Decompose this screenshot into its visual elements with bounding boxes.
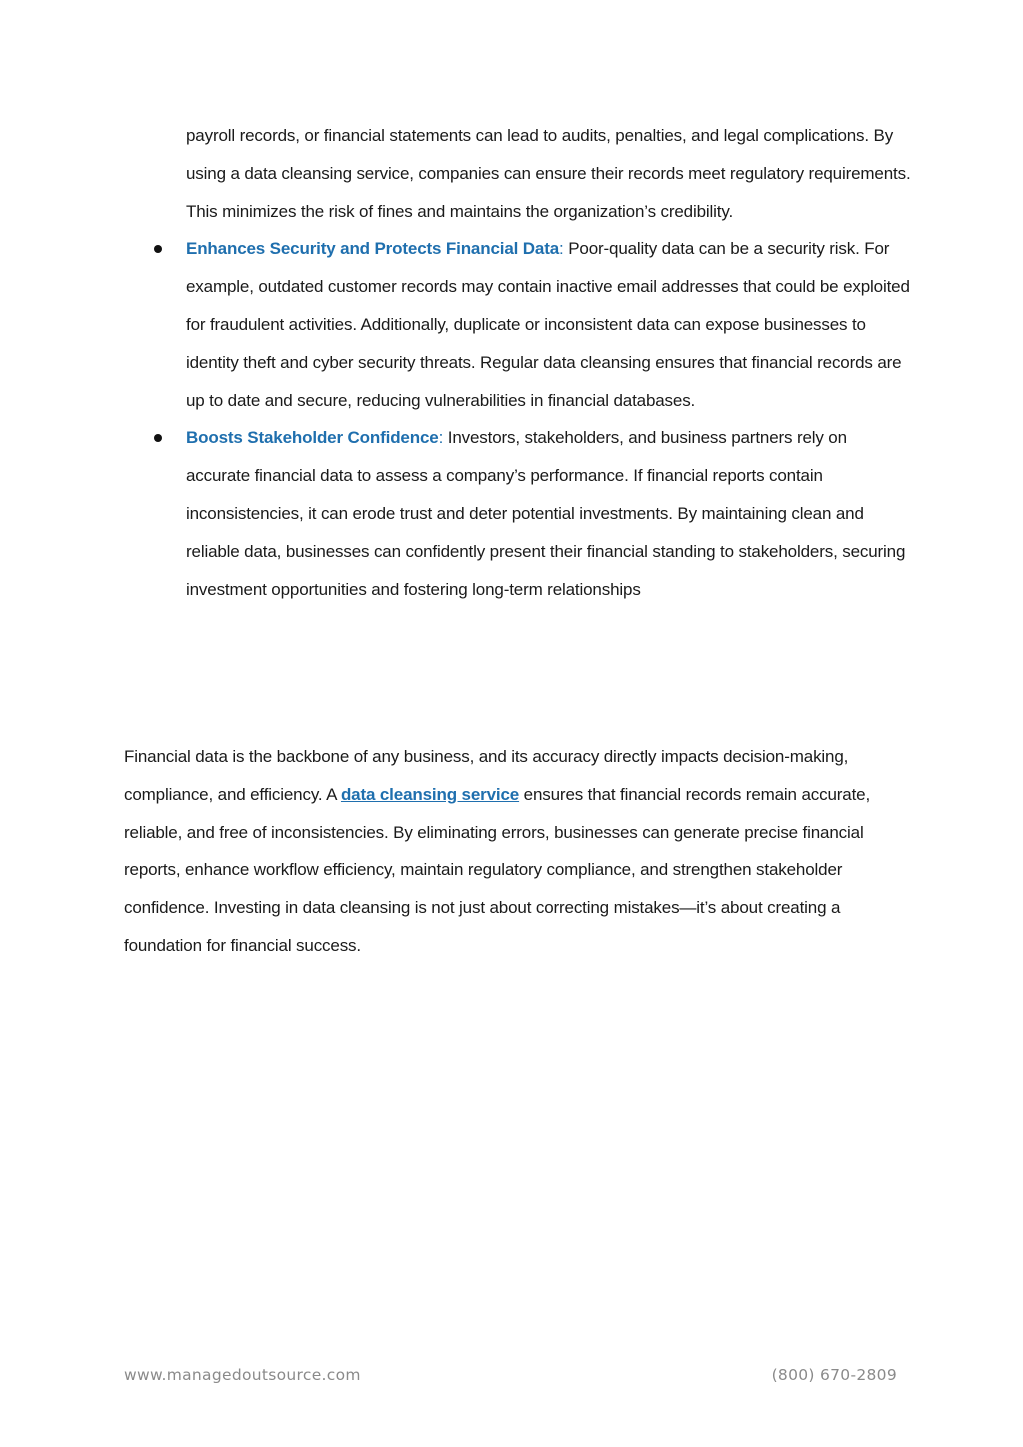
closing-paragraph: [124, 738, 914, 965]
closing-text-before-link: Financial data is the backbone of any business, and its accuracy directly impacts decision-making, compliance, and efficiency. A: [124, 747, 849, 804]
benefits-list: [0, 117, 1023, 608]
list-item-title: Boosts Stakeholder Confidence: [186, 428, 439, 448]
list-item: [0, 230, 1023, 419]
footer-website: www.managedoutsource.com: [124, 1366, 361, 1384]
list-item: [0, 117, 1023, 230]
data-cleansing-service-link[interactable]: data cleansing service: [340, 784, 520, 804]
bullet-icon: [154, 245, 162, 253]
closing-text-after-link: ensures that financial records remain accurate, reliable, and free of inconsistencies. By eliminating errors, businesses can generate precise financial reports, enhance workflow efficiency, maintain regulatory compliance, and strengthen stakeholder confidence. Investing in data cleansing is not just about correcting mistakes—it’s about creating a foundation for financial success.: [124, 784, 871, 955]
list-item-text: payroll records, or financial statements can lead to audits, penalties, and legal complications. By using a data cleansing service, companies can ensure their records meet regulatory requirements. This minimizes the risk of fines and maintains the organization’s credibility.: [186, 126, 911, 221]
list-item-colon: :: [559, 239, 564, 259]
bullet-icon: [154, 434, 162, 442]
list-item: [0, 419, 1023, 608]
list-item-colon: :: [438, 428, 444, 448]
footer-phone: (800) 670-2809: [771, 1366, 897, 1384]
list-item-text: Investors, stakeholders, and business partners rely on accurate financial data to assess a company’s performance. If financial reports contain inconsistencies, it can erode trust and deter potential investments. By maintaining clean and reliable data, businesses can confidently present their financial standing to stakeholders, securing investment opportunities and fostering long-term relationships: [186, 428, 906, 599]
list-item-title: Enhances Security and Protects Financial Data: [186, 239, 560, 259]
list-item-text: Poor-quality data can be a security risk. For example, outdated customer records may contain inactive email addresses that could be exploited for fraudulent activities. Additionally, duplicate or inconsistent data can expose businesses to identity theft and cyber security threats. Regular data cleansing ensures that financial records are up to date and secure, reducing vulnerabilities in financial databases.: [186, 239, 910, 410]
